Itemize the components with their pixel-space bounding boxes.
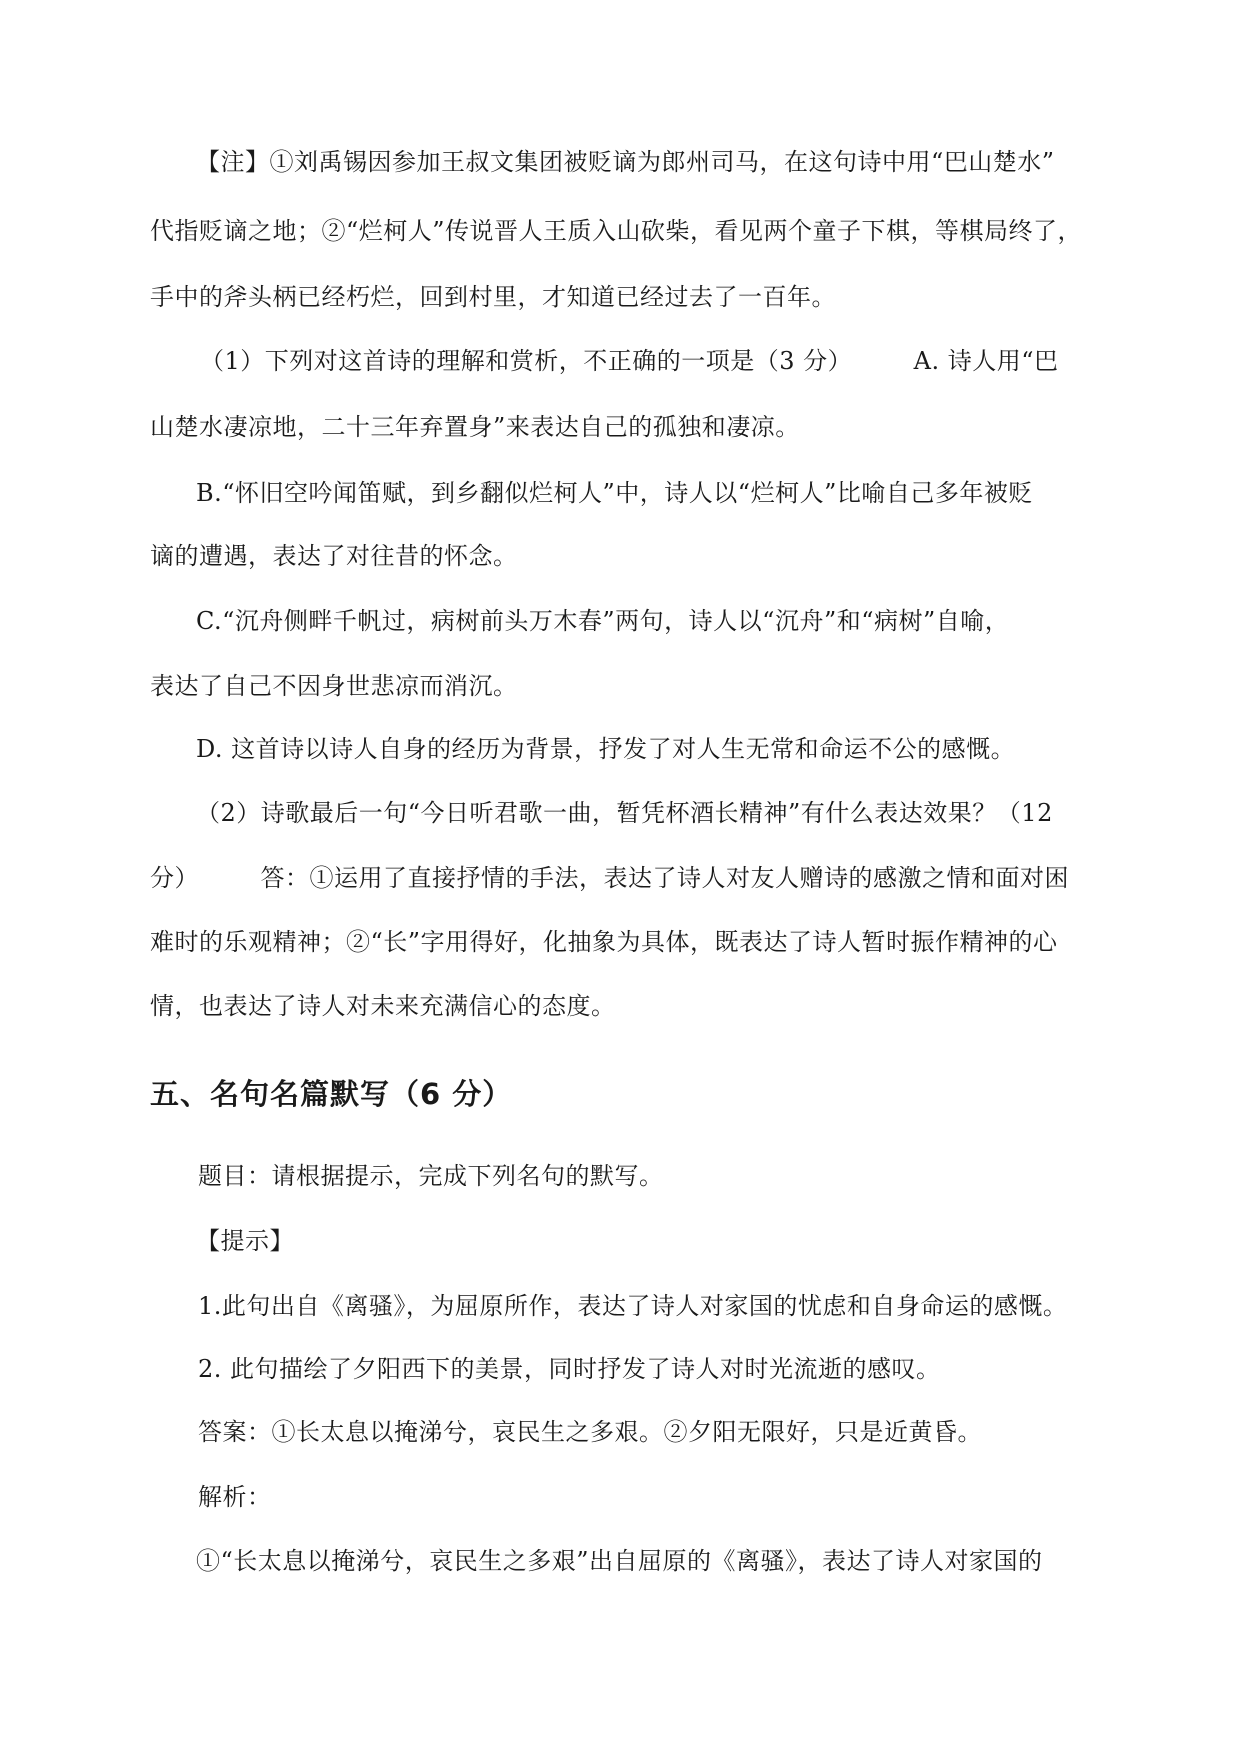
hint-label: 【提示】 xyxy=(196,1227,294,1255)
note-line-2: 代指贬谪之地；②“烂柯人”传说晋人王质入山砍柴，看见两个童子下棋，等棋局终了， xyxy=(150,217,1083,245)
hint-1: 1.此句出自《离骚》，为屈原所作，表达了诗人对家国的忧虑和自身命运的感慨。 xyxy=(198,1292,1068,1320)
question2-line-3: 难时的乐观精神；②“长”字用得好，化抽象为具体，既表达了诗人暂时振作精神的心 xyxy=(150,928,1058,956)
note-line-1: 【注】①刘禹锡因参加王叔文集团被贬谪为郎州司马，在这句诗中用“巴山楚水” xyxy=(196,148,1055,176)
question2-line-4: 情，也表达了诗人对未来充满信心的态度。 xyxy=(150,992,616,1020)
option-c-line-2: 表达了自己不因身世悲凉而消沉。 xyxy=(150,672,518,700)
answer: 答案：①长太息以掩涕兮，哀民生之多艰。②夕阳无限好，只是近黄昏。 xyxy=(198,1418,982,1446)
question1-line-1: （1）下列对这首诗的理解和赏析，不正确的一项是（3 分） A. 诗人用“巴 xyxy=(200,347,1059,375)
question1-line-2: 山楚水凄凉地，二十三年弃置身”来表达自己的孤独和凄凉。 xyxy=(150,413,800,441)
note-line-3: 手中的斧头柄已经朽烂，回到村里，才知道已经过去了一百年。 xyxy=(150,283,836,311)
analysis-line-1: ①“长太息以掩涕兮，哀民生之多艰”出自屈原的《离骚》，表达了诗人对家国的 xyxy=(196,1547,1043,1575)
option-b-line-2: 谪的遭遇，表达了对往昔的怀念。 xyxy=(150,542,518,570)
option-d: D. 这首诗以诗人自身的经历为背景，抒发了对人生无常和命运不公的感慨。 xyxy=(196,735,1016,763)
option-b-line-1: B.“怀旧空吟闻笛赋，到乡翻似烂柯人”中，诗人以“烂柯人”比喻自己多年被贬 xyxy=(196,479,1033,507)
section-prompt: 题目：请根据提示，完成下列名句的默写。 xyxy=(198,1162,664,1190)
section-heading: 五、名句名篇默写（6 分） xyxy=(150,1077,513,1111)
hint-2: 2. 此句描绘了夕阳西下的美景，同时抒发了诗人对时光流逝的感叹。 xyxy=(198,1355,941,1383)
question2-line-1: （2）诗歌最后一句“今日听君歌一曲，暂凭杯酒长精神”有什么表达效果？（12 xyxy=(196,799,1053,827)
option-c-line-1: C.“沉舟侧畔千帆过，病树前头万木春”两句，诗人以“沉舟”和“病树”自喻， xyxy=(196,607,1010,635)
question2-line-2: 分） 答：①运用了直接抒情的手法，表达了诗人对友人赠诗的感激之情和面对困 xyxy=(150,864,1069,892)
analysis-label: 解析： xyxy=(198,1483,272,1511)
